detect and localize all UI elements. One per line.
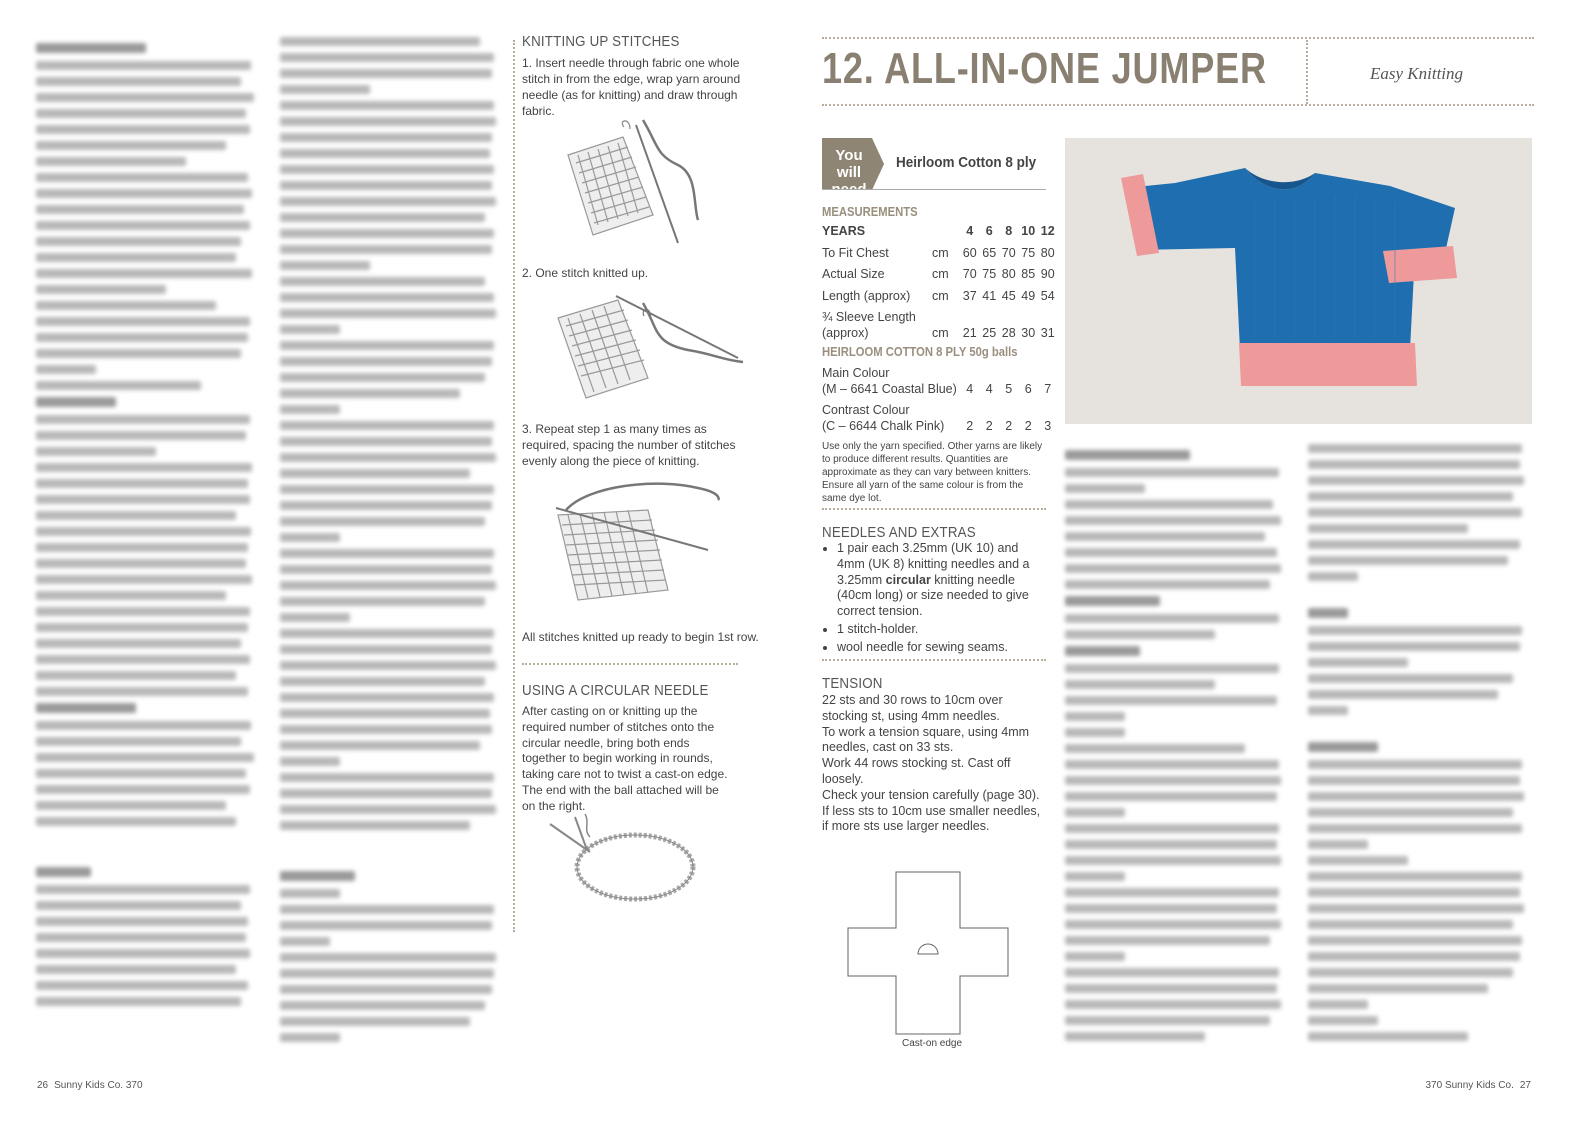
measurements-heading: MEASUREMENTS bbox=[822, 205, 918, 219]
page-footer-left bbox=[37, 1080, 143, 1091]
needles-item-text: 1 pair each 3.25mm (UK 10) and 4mm (UK 8) knitting needles and a 3.25mm bbox=[837, 541, 1030, 587]
knitting-up-heading: KNITTING UP STITCHES bbox=[522, 34, 680, 50]
page-number-right: 27 bbox=[1519, 1080, 1531, 1091]
blurred-column-1 bbox=[36, 37, 258, 1013]
cell: 4 bbox=[985, 382, 993, 396]
needles-list bbox=[822, 541, 1049, 656]
year-value: 4 bbox=[966, 224, 974, 238]
difficulty-tag: Easy Knitting bbox=[1370, 64, 1464, 83]
knitting-up-illustration-2 bbox=[548, 288, 748, 408]
needles-item-bold: circular bbox=[885, 572, 931, 587]
tension-text bbox=[822, 693, 1047, 835]
cell: 70 bbox=[1001, 246, 1016, 260]
blurred-column-4 bbox=[1308, 444, 1530, 1048]
cell: 90 bbox=[1040, 267, 1055, 281]
cell: 21 bbox=[962, 326, 977, 340]
cell: 7 bbox=[1044, 382, 1052, 396]
construction-diagram bbox=[846, 870, 1011, 1038]
row-unit: cm bbox=[932, 326, 949, 340]
title-divider bbox=[1306, 40, 1308, 104]
measurements-table bbox=[822, 224, 1055, 439]
circular-needle-heading: USING A CIRCULAR NEEDLE bbox=[522, 683, 709, 699]
row-unit: cm bbox=[932, 246, 949, 260]
cell: 60 bbox=[962, 246, 977, 260]
you-will-need-banner bbox=[822, 138, 1046, 198]
circular-needle-illustration bbox=[545, 812, 705, 907]
section-divider bbox=[822, 508, 1046, 510]
tension-line: If less sts to 10cm use smaller needles, if more sts use larger needles. bbox=[822, 803, 1041, 834]
footer-text-right: 370 Sunny Kids Co. bbox=[1425, 1080, 1514, 1091]
tension-line: Work 44 rows stocking st. Cast off loosely. bbox=[822, 756, 1011, 786]
cell: 80 bbox=[1001, 267, 1016, 281]
page-footer-right bbox=[1425, 1080, 1531, 1091]
cell: 2 bbox=[985, 419, 993, 433]
row-label: Contrast Colour bbox=[822, 403, 910, 417]
cell: 25 bbox=[982, 326, 997, 340]
cell: 2 bbox=[1005, 419, 1013, 433]
year-value: 12 bbox=[1040, 224, 1055, 238]
cell: 3 bbox=[1044, 419, 1052, 433]
title-top-rule bbox=[822, 37, 1534, 39]
section-divider bbox=[822, 659, 1046, 661]
blurred-column-3 bbox=[1065, 444, 1287, 1048]
cell: 41 bbox=[982, 289, 997, 303]
circular-needle-text: After casting on or knitting up the required number of stitches onto the circular needle, bring both ends together to begin working in rounds, taking care not to twist a cast-on edge. The end with the ball attached will be on the right. bbox=[522, 704, 728, 813]
section-divider bbox=[522, 663, 738, 665]
sweater-illustration bbox=[1065, 138, 1532, 424]
page-number-left: 26 bbox=[37, 1080, 49, 1091]
row-label-continued: (M – 6641 Coastal Blue) bbox=[822, 382, 957, 396]
row-label: To Fit Chest bbox=[822, 246, 889, 260]
row-label-continued: (C – 6644 Chalk Pink) bbox=[822, 419, 945, 433]
tension-line: To work a tension square, using 4mm needles, cast on 33 sts. bbox=[822, 724, 1030, 755]
needles-heading: NEEDLES AND EXTRAS bbox=[822, 525, 976, 541]
knitting-up-illustration-1 bbox=[548, 115, 718, 250]
needles-item-text: wool needle for sewing seams. bbox=[837, 639, 1008, 654]
needles-item bbox=[837, 622, 1049, 638]
cell: 54 bbox=[1040, 289, 1055, 303]
title-bottom-rule bbox=[822, 104, 1534, 106]
tension-heading: TENSION bbox=[822, 676, 883, 692]
needles-item-text: 1 stitch-holder. bbox=[837, 621, 919, 636]
cell: 31 bbox=[1040, 326, 1055, 340]
cell: 2 bbox=[1024, 419, 1032, 433]
yarn-note: Use only the yarn specified. Other yarns are likely to produce different results. Quantities are approximate as they can vary between knitters. Ensure all yarn of the same colour is from the same dye lot. bbox=[822, 441, 1043, 504]
cell: 75 bbox=[1021, 246, 1036, 260]
row-unit: cm bbox=[932, 267, 949, 281]
year-value: 10 bbox=[1021, 224, 1036, 238]
tension-line: Check your tension carefully (page 30). bbox=[822, 787, 1040, 802]
cell: 45 bbox=[1001, 289, 1016, 303]
knitting-up-step-1: 1. Insert needle through fabric one whole stitch in from the edge, wrap yarn around needle (as for knitting) and draw through fabric. bbox=[522, 56, 741, 118]
year-value: 8 bbox=[1005, 224, 1013, 238]
cell: 70 bbox=[962, 267, 977, 281]
banner-bottom-rule bbox=[822, 189, 1046, 190]
balls-heading: HEIRLOOM COTTON 8 PLY 50g balls bbox=[822, 345, 1018, 359]
yarn-name: Heirloom Cotton 8 ply bbox=[896, 155, 1037, 171]
needles-item bbox=[837, 541, 1049, 620]
row-label: Actual Size bbox=[822, 267, 885, 281]
knitting-up-step-3: 3. Repeat step 1 as many times as required, spacing the number of stitches evenly along the piece of knitting. bbox=[522, 422, 736, 468]
diagram-caption: Cast-on edge bbox=[902, 1038, 963, 1049]
knitting-up-step-2: 2. One stitch knitted up. bbox=[522, 266, 649, 280]
row-label: Length (approx) bbox=[822, 289, 911, 303]
cell: 49 bbox=[1021, 289, 1036, 303]
footer-text-left: Sunny Kids Co. 370 bbox=[54, 1080, 143, 1091]
row-label: ¾ Sleeve Length bbox=[822, 310, 916, 324]
knitting-up-note: All stitches knitted up ready to begin 1st row. bbox=[522, 630, 759, 644]
needles-item-text: knitting needle (40cm long) or size needed to give correct tension. bbox=[837, 572, 1029, 619]
cell: 37 bbox=[962, 289, 977, 303]
blurred-column-2 bbox=[280, 37, 502, 1049]
cell: 28 bbox=[1001, 326, 1016, 340]
cell: 6 bbox=[1024, 382, 1032, 396]
cell: 85 bbox=[1021, 267, 1036, 281]
year-value: 6 bbox=[985, 224, 993, 238]
cell: 2 bbox=[966, 419, 974, 433]
pattern-title: 12. ALL-IN-ONE JUMPER bbox=[822, 44, 1267, 93]
column-divider bbox=[513, 40, 515, 932]
cell: 4 bbox=[966, 382, 974, 396]
cell: 75 bbox=[982, 267, 997, 281]
row-label: Main Colour bbox=[822, 366, 890, 380]
cell: 30 bbox=[1021, 326, 1036, 340]
cell: 80 bbox=[1040, 246, 1055, 260]
you-will-need-label: You will need bbox=[831, 147, 867, 198]
tension-line: 22 sts and 30 rows to 10cm over stocking st, using 4mm needles. bbox=[822, 693, 1003, 723]
years-label: YEARS bbox=[822, 224, 866, 238]
cell: 5 bbox=[1005, 382, 1013, 396]
sweater-photo bbox=[1065, 138, 1532, 424]
cell: 65 bbox=[982, 246, 997, 260]
row-label-continued: (approx) bbox=[822, 326, 869, 340]
row-unit: cm bbox=[932, 289, 949, 303]
needles-item bbox=[837, 640, 1049, 656]
knitting-up-illustration-3 bbox=[548, 480, 728, 615]
